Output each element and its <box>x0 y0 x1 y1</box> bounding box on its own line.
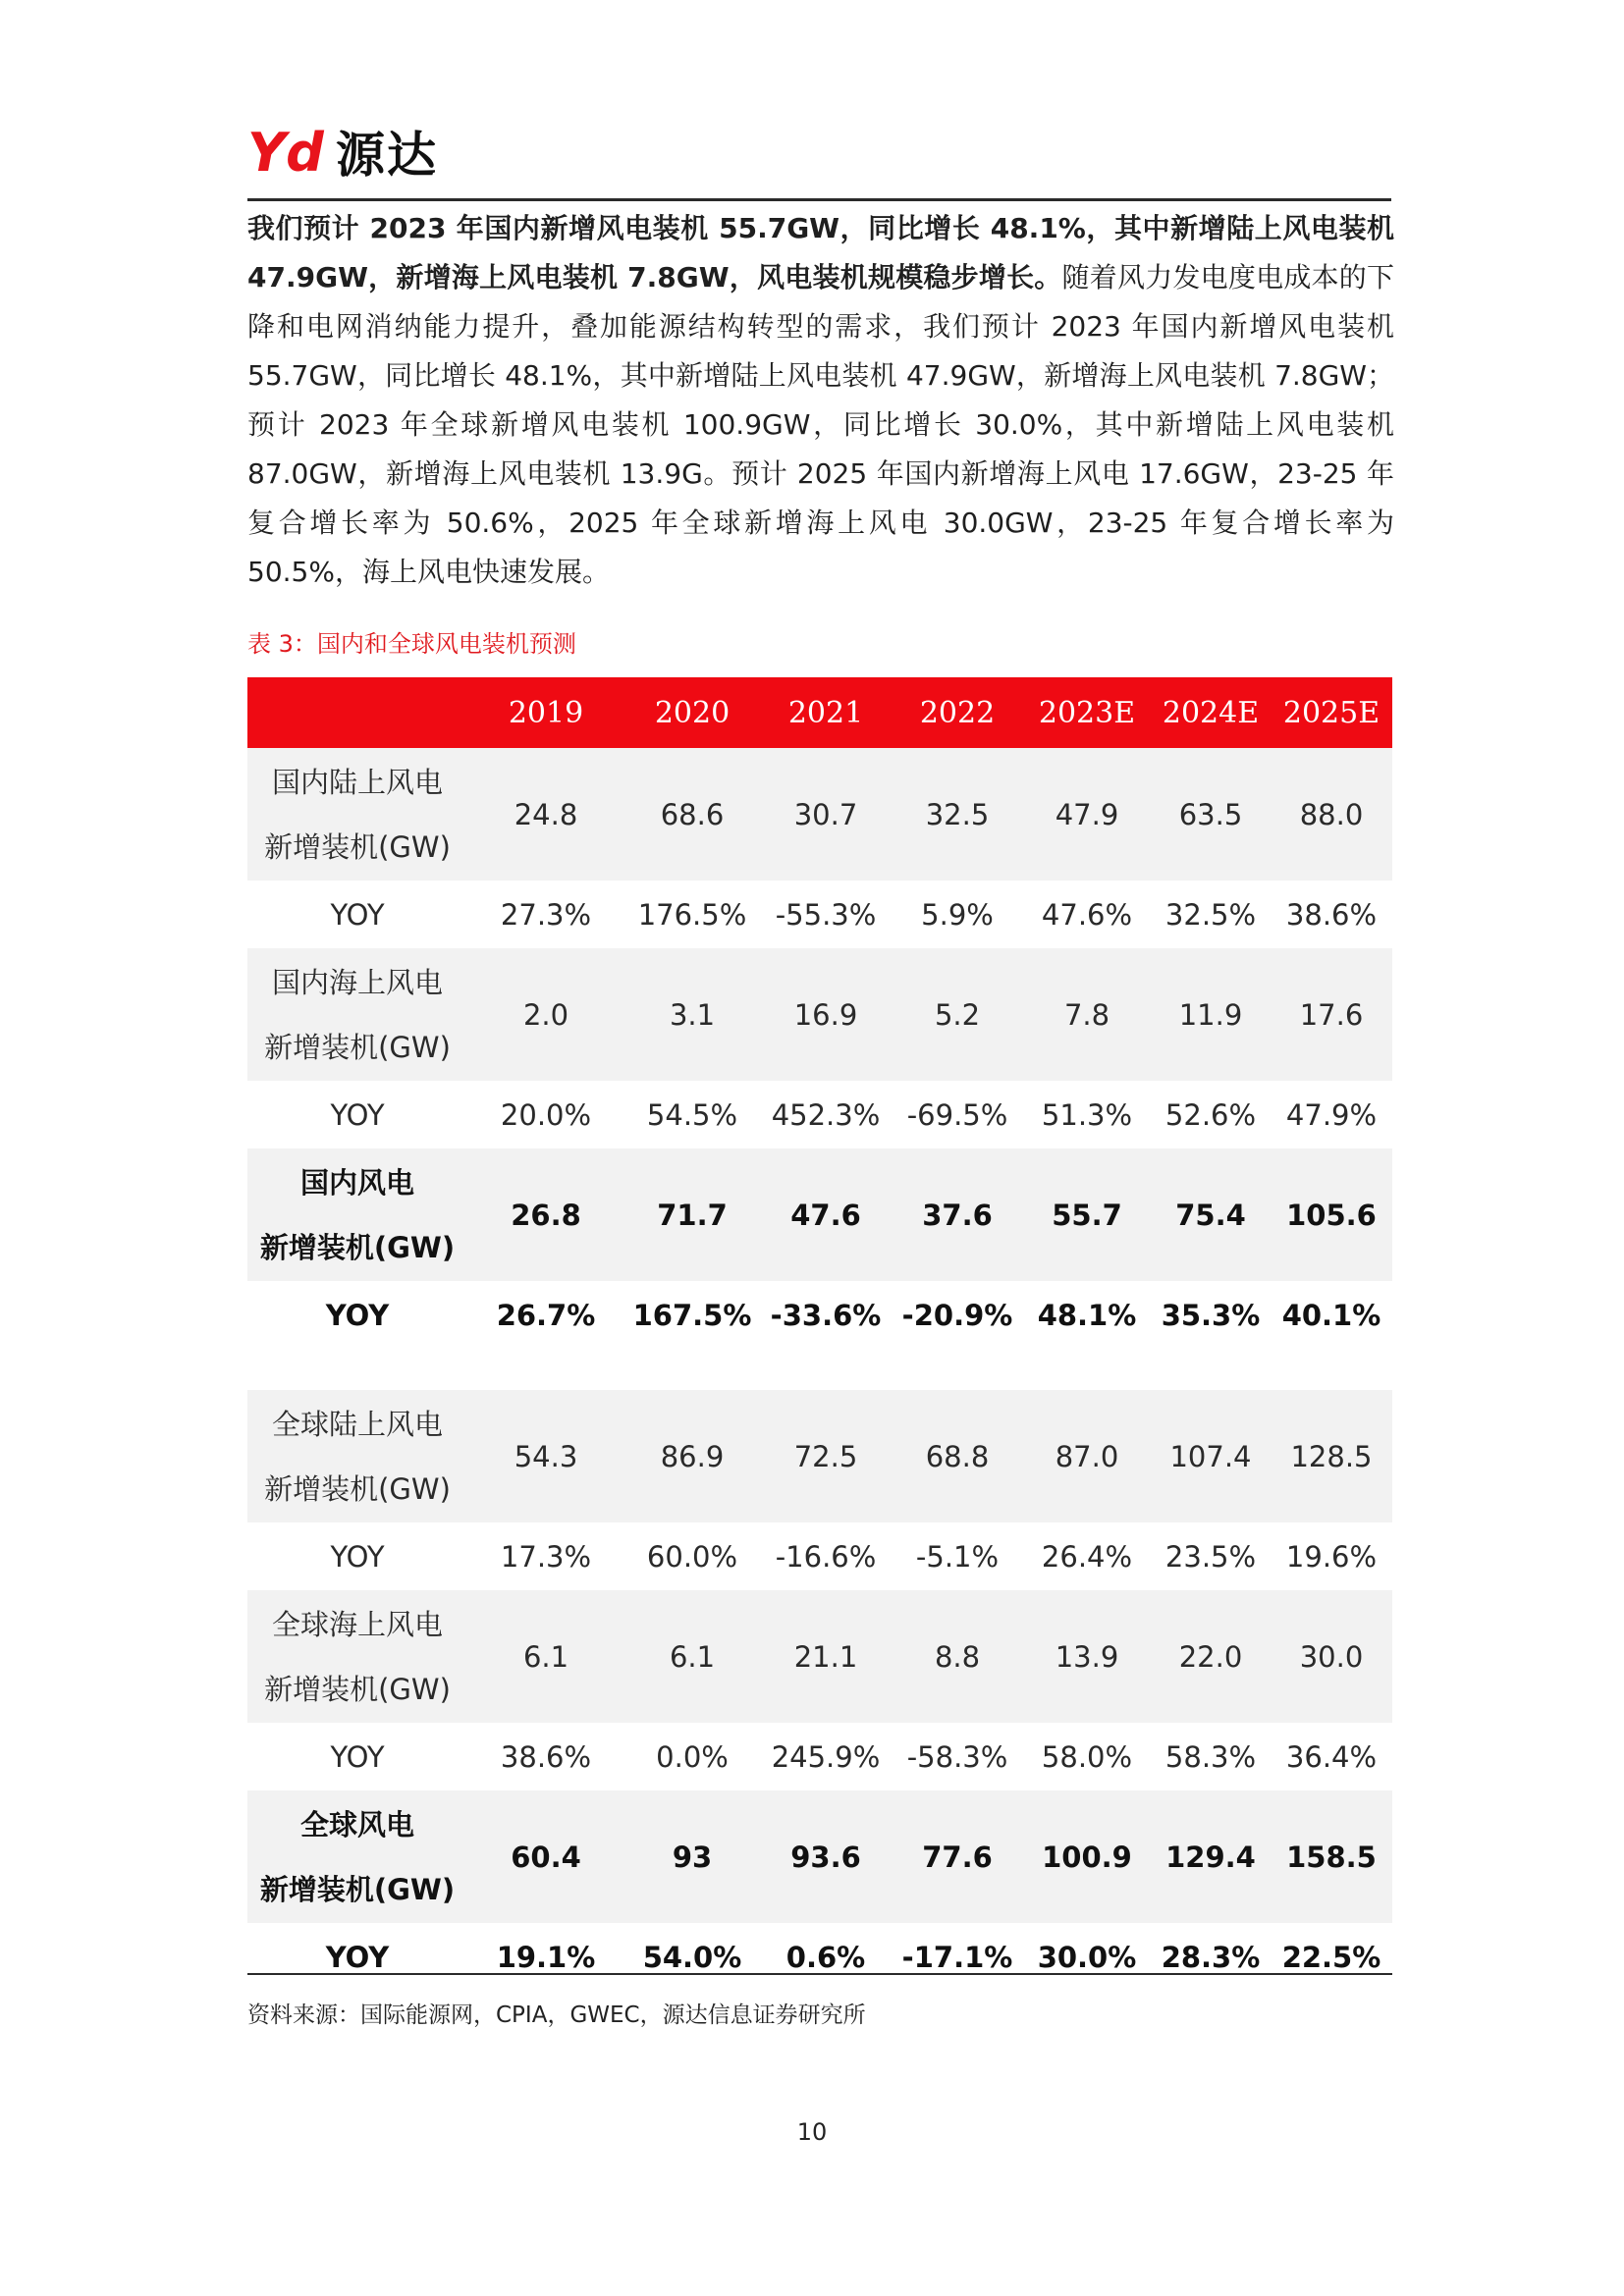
cell: -17.1% <box>901 1940 1013 1974</box>
cell: 87.0 <box>1023 1390 1151 1522</box>
cell: 30.0 <box>1271 1590 1392 1723</box>
row-label: YOY <box>330 1539 385 1574</box>
cell: 20.0% <box>500 1097 592 1132</box>
cell: 60.4 <box>467 1790 624 1923</box>
row-label: 全球海上风电 新增装机(GW) <box>247 1590 467 1723</box>
header-cell: 2022 <box>892 677 1023 748</box>
cell: 128.5 <box>1271 1390 1392 1522</box>
header-cell: 2021 <box>760 677 892 748</box>
cell: 54.3 <box>467 1390 624 1522</box>
cell: 37.6 <box>892 1148 1023 1281</box>
table-row <box>247 1790 1392 1923</box>
body-paragraph <box>247 204 1394 597</box>
row-label: YOY <box>325 1940 390 1974</box>
table-row <box>247 1723 1392 1790</box>
cell: 47.9% <box>1285 1097 1378 1132</box>
header-divider <box>247 198 1391 201</box>
paragraph-bold-lead: 我们预计 2023 年国内新增风电装机 55.7GW，同比增长 48.1%，其中新增陆上风电装机 47.9GW，新增海上风电装机 7.8GW，风电装机规模稳步增长。 <box>247 212 1394 294</box>
cell: 3.1 <box>624 948 760 1081</box>
header-cell: 2024E <box>1151 677 1271 748</box>
cell: 58.0% <box>1041 1739 1133 1774</box>
cell: 452.3% <box>771 1097 881 1132</box>
cell: 8.8 <box>892 1590 1023 1723</box>
cell: 68.6 <box>624 748 760 881</box>
cell: 51.3% <box>1041 1097 1133 1132</box>
cell: 28.3% <box>1161 1940 1261 1974</box>
cell: 47.6% <box>1041 897 1133 932</box>
row-label: 国内陆上风电 新增装机(GW) <box>247 748 467 881</box>
table-row <box>247 1923 1392 1991</box>
cell: 13.9 <box>1023 1590 1151 1723</box>
cell: 21.1 <box>760 1590 892 1723</box>
cell: 72.5 <box>760 1390 892 1522</box>
cell: 19.6% <box>1285 1539 1378 1574</box>
cell: 75.4 <box>1151 1148 1271 1281</box>
table-row <box>247 1081 1392 1148</box>
cell: 19.1% <box>496 1940 596 1974</box>
header-cell: 2023E <box>1023 677 1151 748</box>
table-row <box>247 881 1392 948</box>
cell: 2.0 <box>467 948 624 1081</box>
table-spacer-row <box>247 1349 1392 1390</box>
cell: -33.6% <box>770 1298 882 1332</box>
cell: 6.1 <box>467 1590 624 1723</box>
cell: 129.4 <box>1151 1790 1271 1923</box>
cell: 158.5 <box>1271 1790 1392 1923</box>
cell: 86.9 <box>624 1390 760 1522</box>
cell: 245.9% <box>771 1739 881 1774</box>
cell: -55.3% <box>775 897 877 932</box>
svg-text:Yd: Yd <box>247 124 324 179</box>
cell: 63.5 <box>1151 748 1271 881</box>
cell: 30.7 <box>760 748 892 881</box>
row-label: 全球风电 新增装机(GW) <box>247 1790 467 1923</box>
cell: 7.8 <box>1023 948 1151 1081</box>
table-row <box>247 748 1392 881</box>
cell: 0.0% <box>656 1739 729 1774</box>
row-label: 国内风电 新增装机(GW) <box>247 1148 467 1281</box>
table-row <box>247 1390 1392 1522</box>
cell: 93 <box>624 1790 760 1923</box>
cell: 17.3% <box>500 1539 592 1574</box>
cell: 11.9 <box>1151 948 1271 1081</box>
header-cell: 2020 <box>624 677 760 748</box>
cell: 23.5% <box>1164 1539 1257 1574</box>
cell: 55.7 <box>1023 1148 1151 1281</box>
row-label: 国内海上风电 新增装机(GW) <box>247 948 467 1081</box>
cell: 22.5% <box>1281 1940 1381 1974</box>
cell: -16.6% <box>775 1539 877 1574</box>
cell: 22.0 <box>1151 1590 1271 1723</box>
table-header-row <box>247 677 1392 748</box>
cell: 32.5 <box>892 748 1023 881</box>
cell: -58.3% <box>906 1739 1008 1774</box>
cell: 24.8 <box>467 748 624 881</box>
cell: 88.0 <box>1271 748 1392 881</box>
table-row <box>247 1522 1392 1590</box>
paragraph-text: 随着风力发电度电成本的下降和电网消纳能力提升，叠加能源结构转型的需求，我们预计 2023 年国内新增风电装机 55.7GW，同比增长 48.1%，其中新增陆上风电装机 47.9GW，新增海上风电装机 7.8GW；预计 2023 年全球新增风电装机 100.9GW，同比增长 30.0%，其中新增陆上风电装机 87.0GW，新增海上风电装机 13.9G。预计 2025 年国内新增海上风电 17.6GW，23-25 年复合增长率为 50.6%，2025 年全球新增海上风电 30.0GW，23-25 年复合增长率为 50.5%，海上风电快速发展。 <box>247 261 1394 588</box>
company-logo <box>247 120 438 183</box>
cell: 71.7 <box>624 1148 760 1281</box>
cell: 26.4% <box>1041 1539 1133 1574</box>
wind-installation-table <box>247 677 1392 1991</box>
cell: 27.3% <box>500 897 592 932</box>
table-row <box>247 1281 1392 1349</box>
cell: 16.9 <box>760 948 892 1081</box>
cell: 54.0% <box>642 1940 742 1974</box>
cell: 105.6 <box>1271 1148 1392 1281</box>
table-caption: 表 3：国内和全球风电装机预测 <box>247 630 576 658</box>
cell: 35.3% <box>1161 1298 1261 1332</box>
cell: 17.6 <box>1271 948 1392 1081</box>
row-label: YOY <box>330 1739 385 1774</box>
cell: 48.1% <box>1037 1298 1137 1332</box>
header-cell <box>247 677 467 748</box>
row-label: YOY <box>325 1298 390 1332</box>
cell: 5.2 <box>892 948 1023 1081</box>
cell: 176.5% <box>637 897 747 932</box>
cell: 93.6 <box>760 1790 892 1923</box>
cell: 30.0% <box>1037 1940 1137 1974</box>
row-label: YOY <box>330 897 385 932</box>
cell: 38.6% <box>500 1739 592 1774</box>
table-bottom-rule <box>247 1973 1392 1975</box>
cell: 47.9 <box>1023 748 1151 881</box>
cell: -20.9% <box>901 1298 1013 1332</box>
logo-text: 源达 <box>336 127 438 184</box>
cell: 167.5% <box>632 1298 752 1332</box>
cell: 54.5% <box>646 1097 738 1132</box>
cell: -5.1% <box>915 1539 1000 1574</box>
page-number: 10 <box>796 2118 828 2146</box>
row-label: YOY <box>330 1097 385 1132</box>
cell: 5.9% <box>921 897 994 932</box>
cell: 47.6 <box>760 1148 892 1281</box>
row-label: 全球陆上风电 新增装机(GW) <box>247 1390 467 1522</box>
cell: 60.0% <box>646 1539 738 1574</box>
header-cell: 2025E <box>1271 677 1392 748</box>
cell: 32.5% <box>1164 897 1257 932</box>
cell: 40.1% <box>1281 1298 1381 1332</box>
cell: 36.4% <box>1285 1739 1378 1774</box>
cell: 58.3% <box>1164 1739 1257 1774</box>
cell: 26.7% <box>496 1298 596 1332</box>
table-row <box>247 1590 1392 1723</box>
cell: 68.8 <box>892 1390 1023 1522</box>
cell: 38.6% <box>1285 897 1378 932</box>
cell: 107.4 <box>1151 1390 1271 1522</box>
cell: 52.6% <box>1164 1097 1257 1132</box>
yd-logo-icon <box>247 124 330 179</box>
table-row <box>247 948 1392 1081</box>
cell: 26.8 <box>467 1148 624 1281</box>
cell: 77.6 <box>892 1790 1023 1923</box>
cell: 0.6% <box>785 1940 866 1974</box>
source-note: 资料来源：国际能源网，CPIA，GWEC，源达信息证券研究所 <box>247 2002 866 2028</box>
cell: 6.1 <box>624 1590 760 1723</box>
header-cell: 2019 <box>467 677 624 748</box>
cell: 100.9 <box>1023 1790 1151 1923</box>
table-row <box>247 1148 1392 1281</box>
cell: -69.5% <box>906 1097 1008 1132</box>
